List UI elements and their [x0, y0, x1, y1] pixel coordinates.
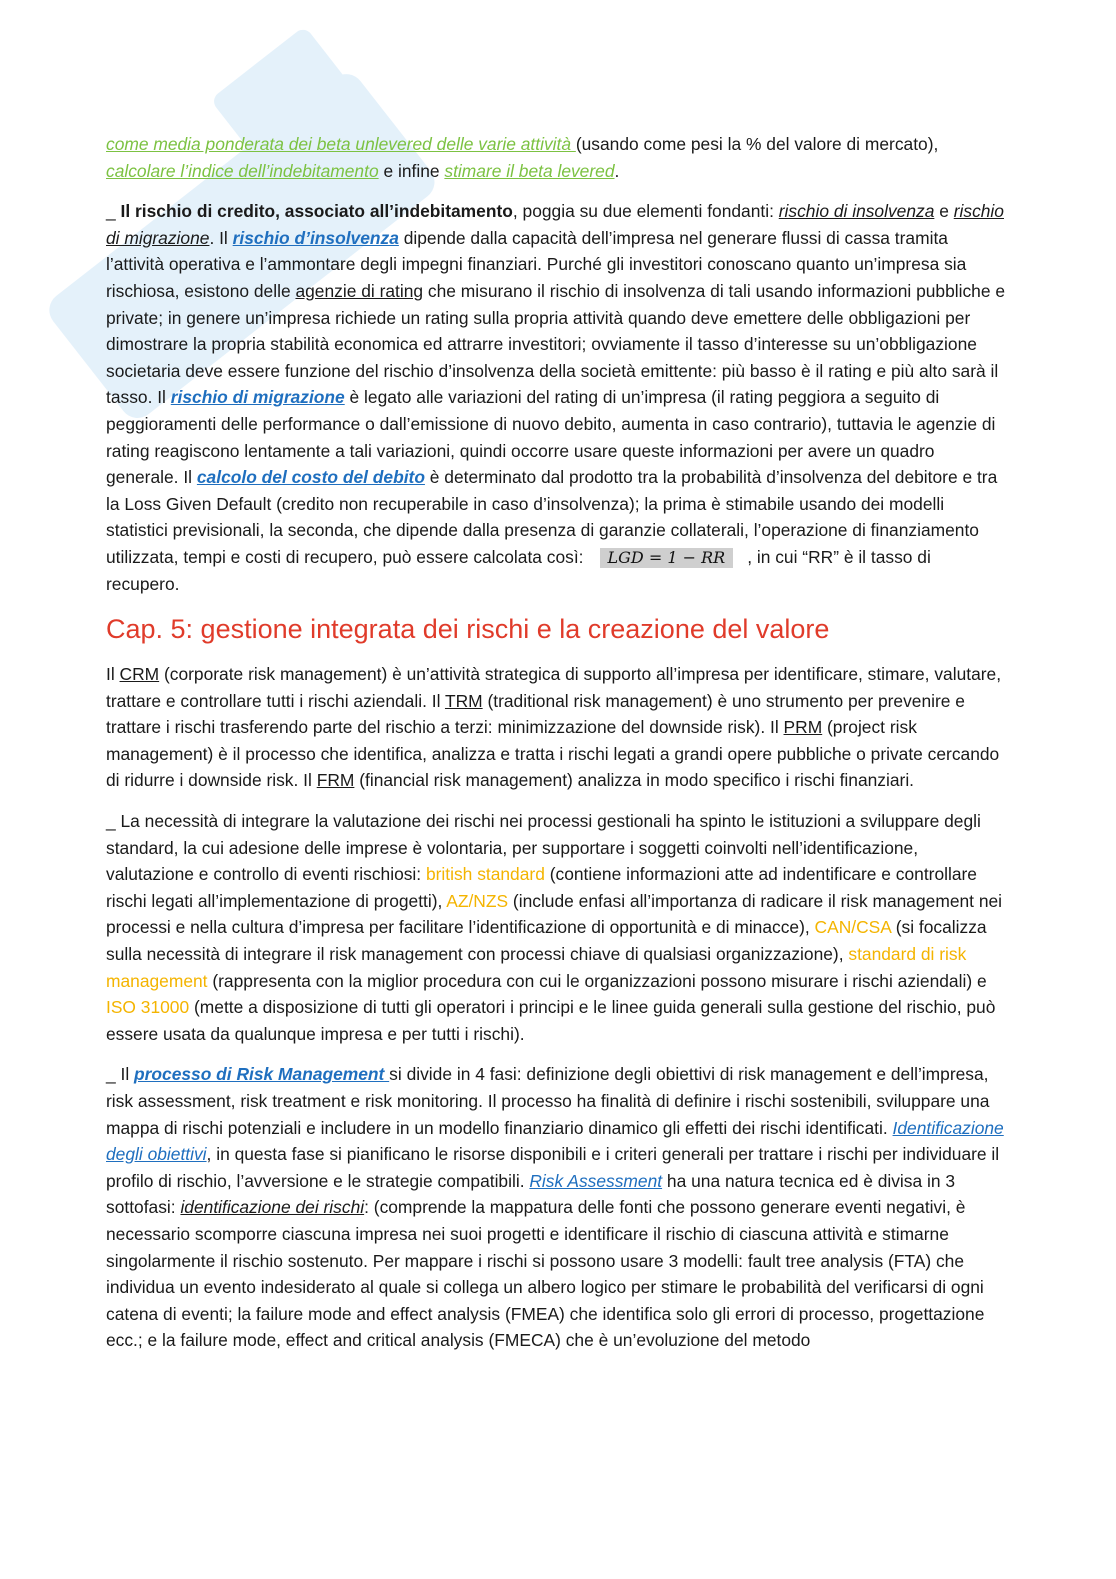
text: dipende dalla capacità dell’impresa nel generare flussi di cassa tramita l’attività operativa e l’ammontare degli impegni finanziari. Purché gli investitori conoscano quanto un’impresa sia rischiosa, esistono delle	[106, 227, 967, 301]
text: _ La necessità di integrare la valutazione dei rischi nei processi gestionali ha spinto le istituzioni a sviluppare degli standard, la cui adesione delle imprese è volontaria, per supportare i soggetti coinvolti nell’identificazione, valutazione e controllo di eventi rischiosi:	[106, 811, 981, 885]
link-identificazione-obiettivi[interactable]: Identificazione degli obiettivi	[106, 1117, 1004, 1165]
text: : (comprende la mappatura delle fonti che possono generare eventi negativi, è necessario scomporre ciascuna impresa nei suoi progetti e identificare il rischio di ciascuna attività e stimarne singolarmente il rischio sostenuto. Per mappare i rischi si possono usare 3 modelli: fault tree analysis (FTA) che individua un evento indesiderato al quale si collega un albero logico per stimare le probabilità del verificarsi di ogni catena di eventi; la failure mode and effect analysis (FMEA) che identifica solo gli errori di processo, progettazione ecc.; e la failure mode, effect and critical analysis (FMECA) che è un’evoluzione del metodo	[106, 1197, 985, 1351]
term-trm: TRM	[444, 690, 483, 711]
term-prm: PRM	[783, 717, 823, 738]
bold-term-rischio-credito: Il rischio di credito, associato all’indebitamento	[120, 201, 513, 222]
paragraph-standard	[106, 808, 1006, 1047]
link-rischio-migrazione[interactable]: rischio di migrazione	[170, 387, 345, 408]
paragraph-crm	[106, 661, 1006, 794]
link-processo-risk-management[interactable]: processo di Risk Management	[134, 1064, 390, 1085]
paragraph-beta	[106, 131, 1006, 184]
chapter-heading: Cap. 5: gestione integrata dei rischi e la creazione del valore	[106, 614, 830, 645]
paragraph-processo-rm	[106, 1061, 1006, 1354]
term-british-standard: british standard	[425, 864, 545, 885]
text: , in questa fase si pianificano le risorse disponibili e i criteri generali per trattare i rischi per individuare il profilo di rischio, l’avversione e le strategie compatibili.	[106, 1144, 1000, 1191]
term-frm: FRM	[316, 770, 355, 791]
text: (rappresenta con la miglior procedura con cui le organizzazioni possono misurare i rischi aziendali) e	[207, 970, 987, 991]
link-costo-debito[interactable]: calcolo del costo del debito	[196, 467, 425, 488]
text: , in cui “RR” è il tasso di recupero.	[106, 546, 931, 594]
text: (si focalizza sulla necessità di integrare il risk management con processi chiave di qualsiasi organizzazione),	[106, 917, 987, 965]
text: .	[614, 160, 620, 181]
text: e	[934, 201, 954, 222]
text: (traditional risk management) è uno strumento per prevenire e trattare i rischi trasferendo parte del rischio a terzi: minimizzazione del downside risk). Il	[106, 690, 965, 738]
term-standard-risk-management: standard di risk management	[106, 944, 967, 991]
document-page	[106, 131, 1006, 1368]
text: (financial risk management) analizza in modo specifico i rischi finanziari.	[354, 770, 915, 791]
link-media-ponderata[interactable]: come media ponderata dei beta unlevered delle varie attività	[106, 134, 576, 154]
text: (corporate risk management) è un’attività strategica di supporto all’impresa per identificare, stimare, valutare, trattare e controllare tutti i rischi aziendali. Il	[106, 664, 1002, 711]
link-beta-levered[interactable]: stimare il beta levered	[444, 160, 615, 181]
text: e infine	[378, 160, 445, 181]
link-risk-assessment[interactable]: Risk Assessment	[529, 1170, 663, 1191]
paragraph-rischio-credito	[106, 198, 1006, 597]
text: , poggia su due elementi fondanti:	[512, 201, 779, 222]
term-crm: CRM	[119, 664, 160, 685]
text: (mette a disposizione di tutti gli operatori i principi e le linee guida generali sulla gestione del rischio, può essere usata da qualunque impresa e per tutti i rischi).	[106, 997, 996, 1044]
text: . Il	[209, 227, 233, 248]
text: (contiene informazioni atte ad indentificare e controllare rischi legati all’implementazione di progetti),	[106, 864, 977, 911]
text: (usando come pesi la % del valore di mercato),	[575, 134, 939, 154]
text: (project risk management) è il processo che identifica, analizza e tratta i rischi legati a grandi opere pubbliche o private cercando di ridurre i downside risk. Il	[106, 717, 1000, 791]
link-indice-indebitamento[interactable]: calcolare l’indice dell’indebitamento	[106, 160, 379, 181]
text: (include enfasi all’importanza di radicare il risk management nei processi e nella cultura d’impresa per facilitare l’identificazione di opportunità e di minacce),	[106, 890, 1003, 938]
text: _ Il	[106, 1064, 135, 1085]
term-iso-31000: ISO 31000	[106, 997, 190, 1018]
link-rischio-insolvenza[interactable]: rischio d’insolvenza	[232, 227, 399, 248]
text: Il	[106, 664, 120, 685]
text: si divide in 4 fasi: definizione degli obiettivi di risk management e dell’impresa, risk assessment, risk treatment e risk monitoring. Il processo ha finalità di definire i rischi sostenibili, sviluppare una mappa di rischi potenziali e includere in un modello finanziario dinamico gli effetti dei rischi identificati.	[106, 1064, 990, 1138]
text: è determinato dal prodotto tra la probabilità d’insolvenza del debitore e tra la Loss Given Default (credito non recuperabile in caso d’insolvenza); la prima è stimabile usando dei modelli statistici previsionali, la seconda, che dipende dalla presenza di garanzie collaterali, l’operazione di finanziamento utilizzata, tempi e costi di recupero, può essere calcolata così:	[106, 467, 998, 567]
text: che misurano il rischio di insolvenza di tali usando informazioni pubbliche e private; in genere un’impresa richiede un rating sulla propria attività quando deve emettere delle obbligazioni per dimostrare la propria stabilità economica ed attrarre investitori; ovviamente il tasso d’interesse su un’obbligazione societaria deve essere funzione del rischio d’insolvenza della società emittente: più basso è il rating e più alto sarà il tasso. Il	[106, 280, 1006, 408]
term-rischio-migrazione: rischio di migrazione	[106, 201, 1004, 248]
text: _	[106, 201, 121, 222]
text: ha una natura tecnica ed è divisa in 3 sottofasi:	[106, 1170, 956, 1218]
term-can-csa: CAN/CSA	[814, 917, 891, 938]
term-agenzie-rating: agenzie di rating	[295, 280, 424, 301]
term-rischio-insolvenza: rischio di insolvenza	[778, 201, 935, 222]
text: è legato alle variazioni del rating di un’impresa (il rating peggiora a seguito di peggioramenti delle performance o dall’emissione di nuovo debito, aumenta in caso contrario), tuttavia le agenzie di rating reagiscono lentamente a tali variazioni, quindi occorre usare queste informazioni per avere un quadro generale. Il	[106, 387, 996, 488]
term-identificazione-rischi: identificazione dei rischi	[180, 1197, 365, 1218]
formula-lgd: LGD = 1 − RR	[600, 548, 734, 568]
term-az-nzs: AZ/NZS	[446, 890, 509, 911]
